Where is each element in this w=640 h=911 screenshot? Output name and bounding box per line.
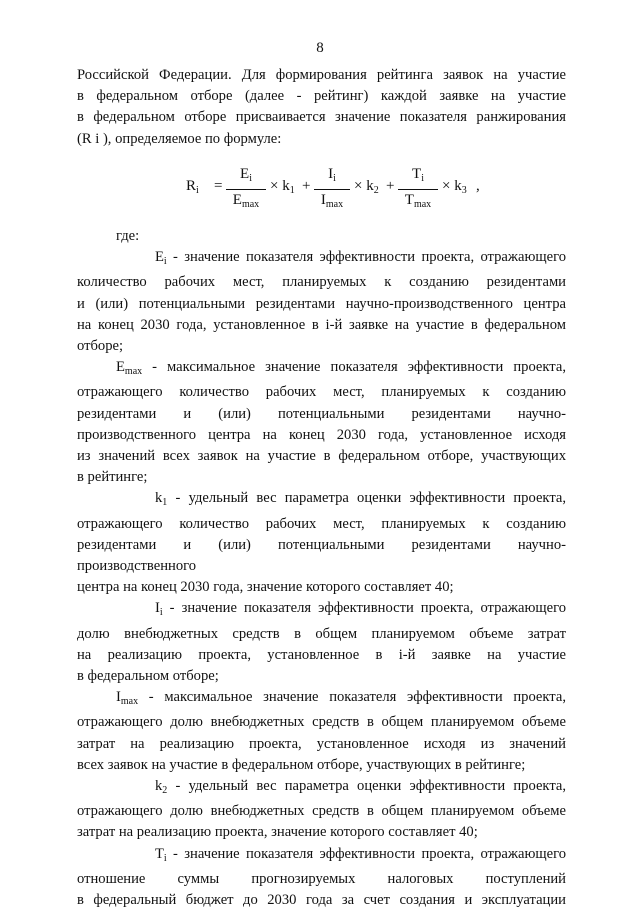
definition-line: отражающего количество рабочих мест, планируемых к созданию (77, 515, 566, 532)
page-number: 8 (316, 40, 324, 56)
formula-equals: = (214, 178, 223, 194)
definition-line: центра на конец 2030 года, значение которого составляет 40; (77, 579, 454, 596)
formula-k3: × $k_3$ (442, 178, 467, 196)
definition-first-line: $I_i$ - значение показателя эффективности проекта, отражающего (155, 600, 566, 619)
definition-line: резидентами и (или) потенциальными резидентами научно-производственного (77, 536, 566, 575)
definition-line: резидентами и (или) потенциальными резидентами научно- (77, 405, 566, 422)
definition-line: и (или) потенциальными резидентами научно-производственного центра (77, 295, 566, 312)
formula-lhs: $R_i$ (186, 178, 199, 196)
definition-line: количество рабочих мест, планируемых к созданию резидентами (77, 274, 566, 291)
definition-line: всех заявок на участие в федеральном отборе, участвующих в рейтинге; (77, 756, 526, 773)
definition-line: из значений всех заявок на участие в федеральном отборе, участвующих (77, 448, 566, 465)
definition-line: на конец 2030 года, установленное в i-й заявке на участие в федеральном (77, 316, 566, 333)
formula-plus: + (386, 178, 395, 194)
definition-first-line: $k_1$ - удельный вес параметра оценки эффективности проекта, (155, 490, 566, 509)
intro-line: в федеральном отборе присваивается значение показателя ранжирования (77, 109, 566, 126)
definition-line: затрат на реализацию проекта, значение которого составляет 40; (77, 824, 478, 841)
intro-line: (R i ), определяемое по формуле: (77, 130, 282, 147)
definition-line: затрат на реализацию проекта, установленное исходя из значений (77, 735, 566, 752)
where-label: где: (116, 228, 140, 244)
definition-line: отражающего количество рабочих мест, планируемых к созданию (77, 384, 566, 401)
formula-tail: , (476, 178, 480, 194)
definition-first-line: $I_{max}$ - максимальное значение показателя эффективности проекта, (116, 689, 566, 708)
definition-line: в федеральном отборе; (77, 668, 219, 685)
definition-line: на реализацию проекта, установленное в i-й заявке на участие (77, 646, 566, 663)
definition-line: производственного центра на конец 2030 года, установленное исходя (77, 426, 566, 443)
definition-line: отношение суммы прогнозируемых налоговых поступлений (77, 870, 566, 887)
definition-line: отборе; (77, 338, 124, 355)
definitions (77, 226, 566, 911)
definition-line: отражающего долю внебюджетных средств в общем планируемом объеме (77, 803, 566, 820)
definition-line: в рейтинге; (77, 469, 148, 486)
definition-line: в федеральный бюджет до 2030 года за счет создания и эксплуатации (77, 892, 566, 909)
definition-first-line: $E_i$ - значение показателя эффективности проекта, отражающего (155, 249, 566, 268)
definition-line: долю внебюджетных средств в общем планируемом объеме затрат (77, 625, 566, 642)
definition-first-line: $E_{max}$ - максимальное значение показателя эффективности проекта, (116, 359, 566, 378)
definition-first-line: $T_i$ - значение показателя эффективности проекта, отражающего (155, 845, 566, 864)
intro-line: в федеральном отборе (далее - рейтинг) каждой заявке на участие (77, 88, 566, 105)
ranking-formula (186, 164, 486, 214)
intro-paragraph (77, 65, 566, 150)
definition-first-line: $k_2$ - удельный вес параметра оценки эффективности проекта, (155, 778, 566, 797)
fraction-t: $T_i$ $T_{max}$ (398, 164, 438, 215)
fraction-e: $E_i$ $E_{max}$ (226, 164, 266, 215)
fraction-i: $I_i$ $I_{max}$ (314, 164, 350, 215)
formula-k1: × $k_1$ (270, 178, 295, 196)
formula-plus: + (302, 178, 311, 194)
formula-k2: × $k_2$ (354, 178, 379, 196)
intro-line: Российской Федерации. Для формирования рейтинга заявок на участие (77, 67, 566, 83)
definition-line: отражающего долю внебюджетных средств в общем планируемом объеме (77, 714, 566, 731)
